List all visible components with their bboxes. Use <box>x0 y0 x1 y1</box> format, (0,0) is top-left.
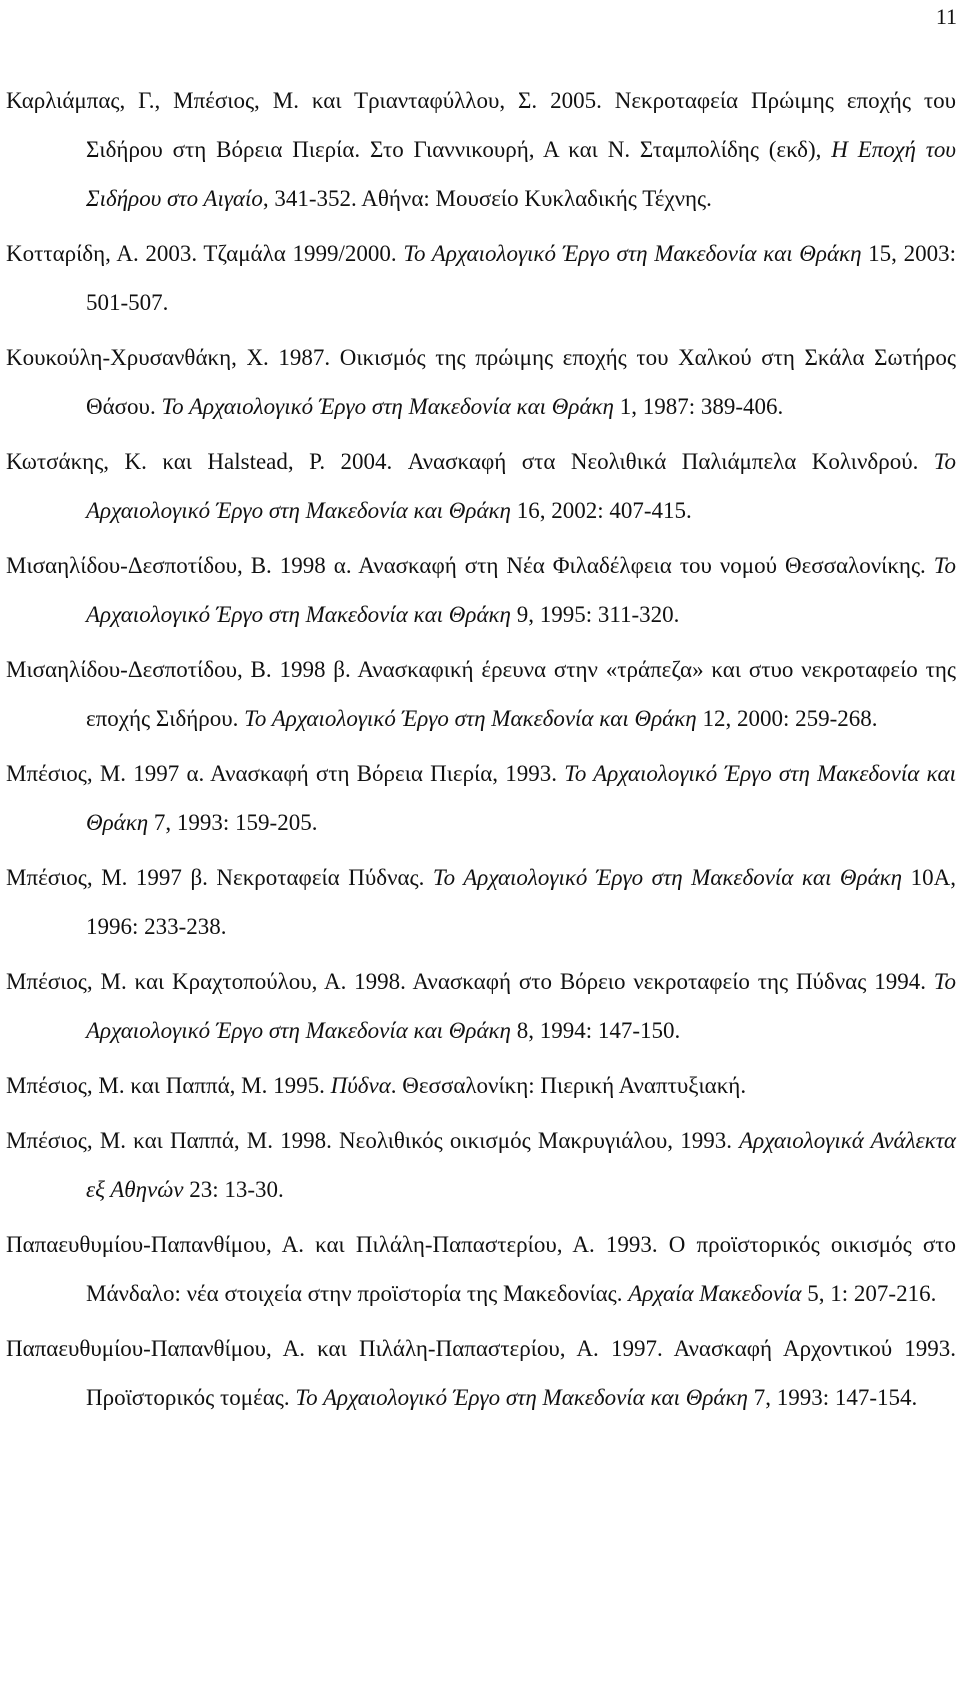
reference-entry <box>6 76 956 223</box>
reference-entry <box>6 333 956 431</box>
reference-title-italic: Η Εποχή του Σιδήρου στο Αιγαίο <box>86 137 956 211</box>
reference-text: Μισαηλίδου-Δεσποτίδου, Β. 1998 β. Ανασκαφική έρευνα στην «τράπεζα» και στυο νεκροταφείο της εποχής Σιδήρου. <box>6 657 956 731</box>
reference-text: Μπέσιος, Μ. και Παππά, Μ. 1995. <box>6 1073 331 1098</box>
reference-entry <box>6 645 956 743</box>
reference-text: Κωτσάκης, Κ. και Halstead, P. 2004. Ανασκαφή στα Νεολιθικά Παλιάμπελα Κολινδρού. <box>6 449 934 474</box>
reference-title-italic: Αρχαιολογικά Ανάλεκτα εξ Αθηνών <box>86 1128 956 1202</box>
reference-text: 7, 1993: 147-154. <box>747 1385 918 1410</box>
reference-entry <box>6 541 956 639</box>
reference-text: Μπέσιος, Μ. και Παππά, Μ. 1998. Νεολιθικός οικισμός Μακρυγιάλου, 1993. <box>6 1128 740 1153</box>
reference-entry <box>6 229 956 327</box>
reference-text: Κουκούλη-Χρυσανθάκη, Χ. 1987. Οικισμός της πρώιμης εποχής του Χαλκού στη Σκάλα Σωτήρος Θάσου. <box>6 345 956 419</box>
page-number: 11 <box>935 4 957 29</box>
reference-text: 23: 13-30. <box>183 1177 284 1202</box>
reference-title-italic: Το Αρχαιολογικό Έργο στη Μακεδονία και Θράκη <box>86 761 956 835</box>
reference-title-italic: Το Αρχαιολογικό Έργο στη Μακεδονία και Θράκη <box>295 1385 748 1410</box>
reference-title-italic: Το Αρχαιολογικό Έργο στη Μακεδονία και Θράκη <box>161 394 614 419</box>
reference-text: 5, 1: 207-216. <box>801 1281 937 1306</box>
reference-text: 16, 2002: 407-415. <box>510 498 692 523</box>
reference-entry <box>6 1324 956 1422</box>
reference-entry <box>6 1220 956 1318</box>
reference-title-italic: Το Αρχαιολογικό Έργο στη Μακεδονία και Θράκη <box>86 449 956 523</box>
reference-title-italic: Το Αρχαιολογικό Έργο στη Μακεδονία και Θράκη <box>86 969 956 1043</box>
reference-text: Κοτταρίδη, Α. 2003. Τζαμάλα 1999/2000. <box>6 241 404 266</box>
reference-list <box>6 76 956 1428</box>
reference-title-italic: Πύδνα <box>330 1073 391 1098</box>
reference-text: Μισαηλίδου-Δεσποτίδου, Β. 1998 α. Ανασκαφή στη Νέα Φιλαδέλφεια του νομού Θεσσαλονίκης. <box>6 553 934 578</box>
reference-text: 7, 1993: 159-205. <box>148 810 318 835</box>
reference-text: Παπαευθυμίου-Παπανθίμου, Α. και Πιλάλη-Παπαστερίου, Α. 1997. Ανασκαφή Αρχοντικού 1993. Προϊστορικός τομέας. <box>6 1336 956 1410</box>
reference-entry <box>6 749 956 847</box>
reference-title-italic: Το Αρχαιολογικό Έργο στη Μακεδονία και Θράκη <box>403 241 862 266</box>
reference-text: Παπαευθυμίου-Παπανθίμου, Α. και Πιλάλη-Παπαστερίου, Α. 1993. Ο προϊστορικός οικισμός στο Μάνδαλο: νέα στοιχεία στην προϊστορία της Μακεδονίας. <box>6 1232 956 1306</box>
reference-title-italic: Το Αρχαιολογικό Έργο στη Μακεδονία και Θράκη <box>432 865 903 890</box>
reference-title-italic: Το Αρχαιολογικό Έργο στη Μακεδονία και Θράκη <box>244 706 697 731</box>
reference-text: 15, 2003: 501-507. <box>86 241 957 315</box>
reference-text: 8, 1994: 147-150. <box>510 1018 681 1043</box>
reference-text: Μπέσιος, Μ. και Κραχτοπούλου, Α. 1998. Ανασκαφή στο Βόρειο νεκροταφείο της Πύδνας 1994. <box>6 969 934 994</box>
reference-text: . Θεσσαλονίκη: Πιερική Αναπτυξιακή. <box>390 1073 747 1098</box>
reference-entry <box>6 1116 956 1214</box>
reference-text: 10Α, 1996: 233-238. <box>86 865 956 939</box>
reference-text: 9, 1995: 311-320. <box>510 602 680 627</box>
reference-text: Καρλιάμπας, Γ., Μπέσιος, Μ. και Τριανταφύλλου, Σ. 2005. Νεκροταφεία Πρώιμης εποχής του Σιδήρου στη Βόρεια Πιερία. Στο Γιαννικουρή, Α και Ν. Σταμπολίδης (εκδ), <box>6 88 956 162</box>
reference-text: 1, 1987: 389-406. <box>613 394 784 419</box>
reference-title-italic: Αρχαία Μακεδονία <box>628 1281 802 1306</box>
reference-text: 12, 2000: 259-268. <box>696 706 878 731</box>
reference-entry <box>6 437 956 535</box>
reference-text: Μπέσιος, Μ. 1997 α. Ανασκαφή στη Βόρεια Πιερία, 1993. <box>6 761 565 786</box>
reference-title-italic: Το Αρχαιολογικό Έργο στη Μακεδονία και Θράκη <box>86 553 956 627</box>
reference-entry <box>6 853 956 951</box>
reference-text: , 341-352. Αθήνα: Μουσείο Κυκλαδικής Τέχνης. <box>262 186 712 211</box>
reference-text: Μπέσιος, Μ. 1997 β. Νεκροταφεία Πύδνας. <box>6 865 433 890</box>
reference-entry <box>6 1061 956 1110</box>
reference-entry <box>6 957 956 1055</box>
